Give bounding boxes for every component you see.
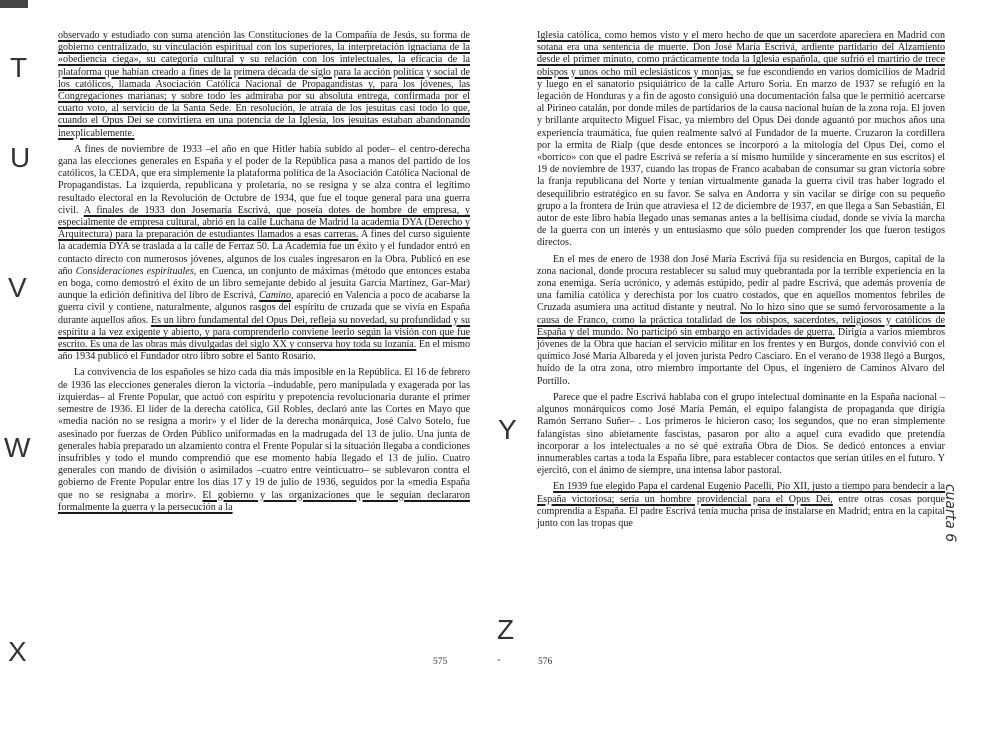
page-number-left: 575 [433,657,448,667]
text-run: A fines de noviembre de 1933 –el año en que Hitler había subido al poder– el centro-derecha gana las elecciones generales en España y el poder de la República pasa a manos del partido de los católicos, la CEDA, que era simplemente la plataforma política de la Asociación Católica Nacional de Propagandistas. La izquierda, republicana y proletaria, no se resigna y se alza contra el legítimo resultado electoral en la Revolución de Octubre de 1934, que fue el toque general para una guerra civil. [58,143,471,216]
underlined-passage: Iglesia católica, como hemos visto y el mero hecho de que un sacerdote apareciera en Madrid con sotana era una sentencia de muerte. Don José María Escrivá, ardiente partidario del Alzamiento desde el primer minuto, como prácticamente toda la Iglesia española, que sufrió el martirio de trece obispos y unos ocho mil eclesiásticos y monjas, [537,30,945,78]
text-run: A fines del curso siguiente la academia DYA se traslada a la calle de Ferraz 50. La Academia fue un éxito y el fundador entró en contacto directo con numerosos jóvenes, algunos de los cuales ingresaron en la Obra. Publicó en ese año [58,229,470,277]
paragraph [537,481,945,530]
underlined-passage: observado y estudiado con suma atención las Constituciones de la Compañía de Jesús, su forma de gobierno centralizado, su vinculación espiritual con los superiores, la interpretación ignaciana de la «obediencia ciega», su categoría cultural y su relación con los intelectuales, la eficacia de la plataforma que habían creado a fines de la primera década de siglo para la acción política y social de los católicos, llamada Asociación Católica Nacional de Propagandistas y, para los jóvenes, las Congregaciones marianas; y sobre todo les admiraba por su absoluta entrega, confirmada por el cuarto voto, al servicio de la Santa Sede. [58,30,470,115]
text-run: se fue escondiendo en varios domicilios de Madrid y luego en el sanatorio psiquiátrico de la calle Arturo Soria. En marzo de 1937 se refugió en la legación de Honduras y a fin de agosto consiguió una documentación falsa que le permitió acercarse al Pirineo catalán, por donde miles de partidarios de la causa nacional huían de la zona roja. El joven y brillante arquitecto Miguel Fisac, ya miembro del Opus Dei donde aguantó por muchos años una experiencia traumática, fue quien realmente salvó al Fundador de la muerte. Cruzaron la cordillera por la ermita de Rialp (que desde entonces se incorporó a la mitología del Opus Dei, como el «borrico» con que el padre Escrivá se refería a sí mismo humilde y sinceramente en sus escritos) el 19 de noviembre de 1937, cuando las tropas de Franco acababan de consumar su gran victoria sobre la franja republicana del Norte y tenían virtualmente ganada la guerra civil tras haber logrado el desequilibrio estratégico en su favor. Se salva en Andorra y sin vacilar se dirige con su pequeño grupo a la frontera de Irún que atraviesa el 12 de diciembre de 1937, en que llega a San Sebastián, El autor de este libro había llegado unas semanas antes a la bellísima ciudad, donde se vivía la marcha de la guerra con un interés y un entusiasmo que sólo pueden comprender los que fueron testigos directos. [537,66,945,249]
margin-marker-z: Z [497,614,515,645]
scan-edge-mark [0,0,28,8]
underlined-passage: No lo hizo sino que se sumó fervorosamente a la causa de Franco, como la práctica totalidad de los obispos, sacerdotes, religiosos y católicos de España y del mundo. No participó sin embargo en actividades de guerra. [537,302,945,338]
margin-marker-x: X [8,636,27,667]
underlined-passage: En 1939 fue elegido Papa el cardenal Eugenio Pacelli, Pío XII, justo a tiempo para bendecir a la España victoriosa; sería un hombre providencial para el Opus Dei, [537,481,945,505]
margin-marker-w: W [4,432,31,463]
underlined-passage: El gobierno y las organizaciones que le seguían declararon formalmente la guerra y la persecución a la [58,489,470,513]
text-run: La convivencia de los españoles se hizo cada día más imposible en la República. El 16 de febrero de 1936 las elecciones generales dieron la victoria –indudable, pero manipulada y exagerada por las izquierdas– al Frente Popular, que actuó con espíritu y prepotencia revolucionaria durante el primer semestre de 1936. El líder de la derecha católica, Gil Robles, declaró ante las Cortes en Mayo que «media nación no se resigna a morir» y el líder de la derecha monárquica, José Calvo Sotelo, fue asesinado por fuerzas de Orden Público uniformadas en la madrugada del 13 de julio. Una junta de generales había preparado un alzamiento contra el Frente Popular si la situación llegaba a condiciones insufribles y todo el mundo comprendió que ese momento había llegado el 13 de julio. Cuatro generales con mando de división o asimilados –cuatro entre veinticuatro– se sublevaron contra el gobierno de Frente Popular entre los días 17 y 19 de julio de 1936, seguidos por la «media España que no se resignaba a morir». [58,367,471,501]
text-run: En el mismo año 1934 publicó el Fundador otro libro sobre el Santo Rosario. [58,339,470,363]
underlined-passage: Es un libro fundamental del Opus Dei, refleja su novedad, su profundidad y su espíritu a la vez exigente y abierto, y para comprenderlo conviene leerlo según la visión con que fue escrito. Es una de las obras más divulgadas del siglo XX y conserva hoy toda su lozanía. [58,314,471,351]
paragraph [537,30,945,250]
paragraph [537,392,945,477]
text-run: , en Cuenca, un conjunto de máximas (método que entonces estaba en boga, como demostró el éxito de un libro semejante debido al jesuita García Martínez, Gar-Mar) aunque la edición definitiva del libro de Escrivá, [58,265,470,302]
text-run: entre otras cosas porque comprendía a España. El padre Escrivá tenía mucha prisa de instalarse en Madrid; entra en la capital junto con las tropas que [537,493,945,529]
text-run: En el mes de enero de 1938 don José María Escrivá fija su residencia en Burgos, capital de la zona nacional, donde procura restablecer su salud muy quebrantada por la terrible experiencia en la zona enemiga. Sería ucrónico, y además estúpido, pedir al padre Escrivá, que además provenía de una familia católica y derechista por los cuatro costados, que en aquellos momentos febriles de Cruzada asumiera una actitud distante y neutral. [537,253,945,314]
paragraph [58,144,470,364]
paragraph [58,367,470,513]
paragraph [537,254,945,388]
text-run: Dirigía a varios miembros jóvenes de la Obra que hacían el servicio militar en los frentes y en Burgos, donde convivió con el químico José María Albareda y el joven jurista Pedro Casciaro. En el verano de 1938 llegó a Burgos, huido de la otra zona, otro miembro importante del Opus, el ingeniero de Caminos Alvaro del Portillo. [537,326,945,387]
text-run: Parece que el padre Escrivá hablaba con el grupo intelectual dominante en la España nacional –algunos monárquicos como José María Pemán, el equipo falangista de propaganda que dirigía Ramón Serrano Suñer– . Los primeros le hicieron caso; los segundos, que no eran simplemente falangistas sino abietamente fascistas, pasaron por alto a aquel cura evadido que pretendía incorporar a los intelectuales a no sé qué extraña Obra de Dios. Se dedicó entonces a enviar innumerables cartas a toda la España libre, para establecer contactos que serían útiles en el futuro. Y ejercitó, con el ánimo de siempre, una intensa labor pastoral. [537,391,945,477]
gutter-dash: - [497,652,501,666]
right-page-text [537,30,945,530]
paragraph [58,30,470,140]
left-page-text [58,30,470,514]
underlined-passage: En resolución, le atraía de los jesuitas casi todo lo que, cuando el Opus Dei se convirtiera en una potencia de la Iglesia, los jesuitas estaban abandonando inexplicablemente. [58,103,470,139]
margin-marker-u: U [10,142,31,173]
margin-marker-t: T [10,52,28,83]
margin-marker-v: V [8,272,27,303]
underlined-passage: A finales de 1933 don Josemaría Escrivá, que poseía dotes de hombre de empresa, y especialmente de empresa cultural, abrió en la calle Luchana de Madrid la academia DYA (Derecho y Arquitectura) para la preparación de estudiantes llamados a esas carreras. [58,204,470,241]
book-title: Consideraciones espirituales [75,265,194,277]
margin-marker-y: Y [498,414,517,445]
page-number-right: 576 [538,657,553,667]
book-title: Camino [259,290,292,302]
text-run: , apareció en Valencia a poco de acabarse la guerra civil y contiene, naturalmente, algunos rasgos del espíritu de cruzada que se vivía en España durante aquellos años. [58,290,470,326]
handwritten-margin-note: cuarta 6 [941,483,958,543]
